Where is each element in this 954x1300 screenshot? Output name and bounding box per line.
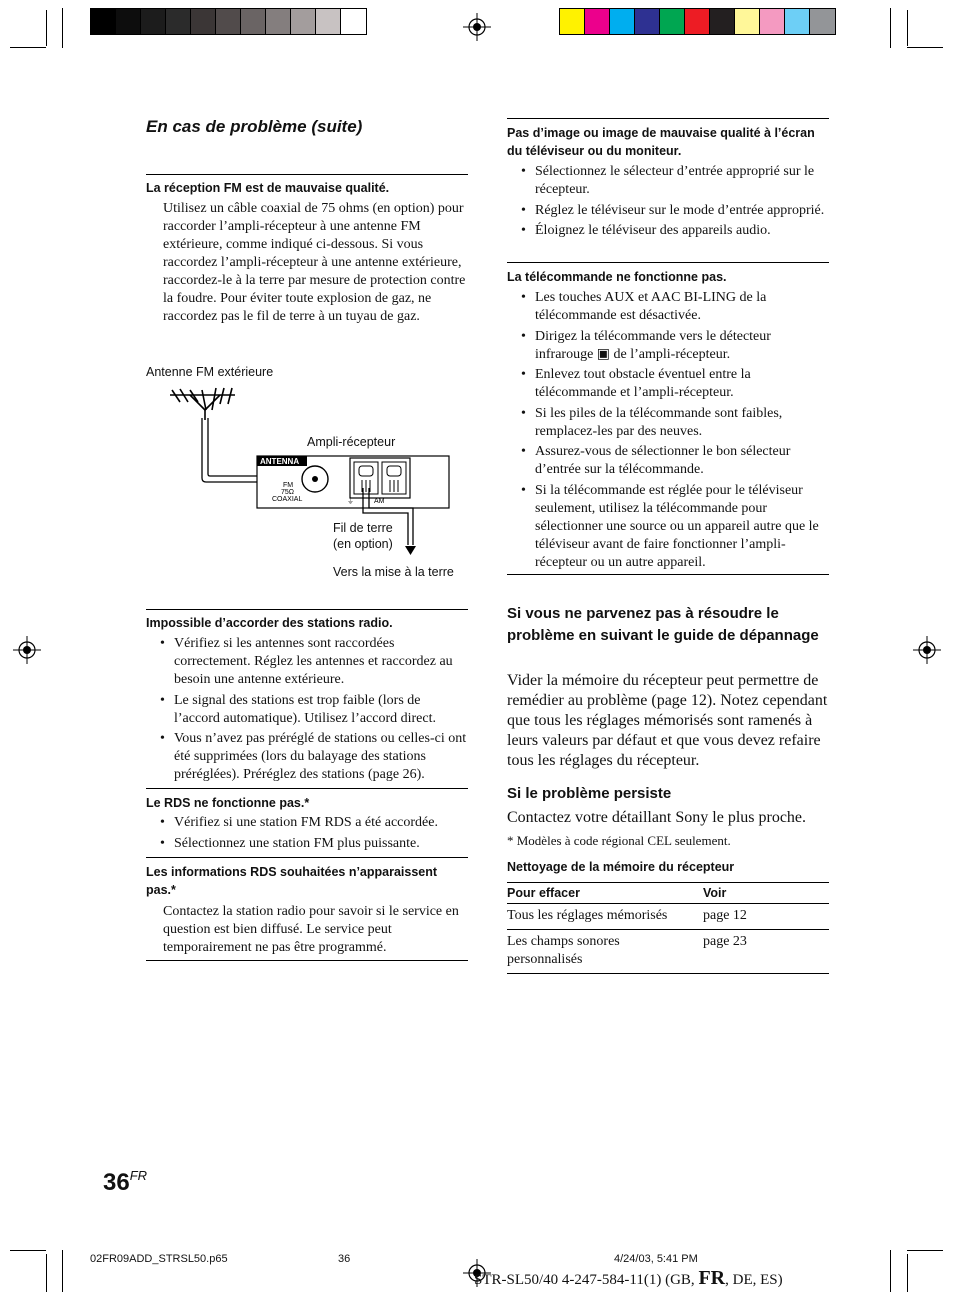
section-rule	[146, 857, 468, 858]
page-number-suffix: FR	[129, 1168, 148, 1183]
calibration-swatch	[610, 9, 635, 34]
section-rule	[507, 574, 829, 575]
crop-mark	[907, 47, 943, 48]
unresolved-section-title: Si vous ne parvenez pas à résoudre le problème en suivant le guide de dépannage	[507, 605, 819, 644]
table-cell: page 23	[703, 930, 829, 974]
amplifier-label: Ampli-récepteur	[307, 435, 396, 449]
crop-mark	[46, 1254, 47, 1292]
table-cell: Tous les réglages mémorisés	[507, 904, 703, 930]
footer-filename: 02FR09ADD_STRSL50.p65	[90, 1253, 228, 1265]
section-rule	[146, 788, 468, 789]
crop-mark	[10, 47, 46, 48]
calibration-swatch	[91, 9, 116, 34]
footer-model-bold: FR	[698, 1267, 726, 1289]
table-row	[507, 904, 829, 930]
memory-table-title: Nettoyage de la mémoire du récepteur	[507, 860, 735, 874]
calibration-swatch	[660, 9, 685, 34]
gray-calibration-bars	[90, 8, 367, 35]
crop-mark	[890, 1250, 891, 1292]
calibration-swatch	[560, 9, 585, 34]
table-header-row	[507, 883, 829, 904]
crop-mark	[10, 1250, 46, 1251]
persist-section-title: Si le problème persiste	[507, 785, 672, 802]
rds-info-section-body: Contactez la station radio pour savoir si le service en question est bien diffusé. Le service peut temporairement ne pas être programmé.	[163, 904, 459, 955]
page-header-title: En cas de problème (suite)	[146, 117, 363, 136]
calibration-swatch	[116, 9, 141, 34]
page-number	[103, 1168, 147, 1197]
panel-ohm-text: 75Ω	[281, 489, 295, 496]
rds-list	[146, 814, 468, 855]
crop-mark	[907, 1250, 943, 1251]
antenna-icon	[170, 388, 235, 420]
antenna-label: Antenne FM extérieure	[146, 365, 274, 379]
calibration-swatch	[810, 9, 835, 34]
calibration-swatch	[735, 9, 760, 34]
list-item: • Vous n’avez pas préréglé de stations ou celles-ci ont été supprimées (lors du balayage des stations préréglées). Préréglez des stations (page 26).	[146, 730, 468, 784]
list-item: • Les touches AUX et AAC BI-LING de la télécommande est désactivée.	[507, 289, 829, 325]
section-rule	[146, 174, 468, 175]
table-cell: Les champs sonores personnalisés	[507, 930, 703, 974]
list-item: • Sélectionnez le sélecteur d’entrée approprié sur le récepteur.	[507, 163, 829, 199]
calibration-swatch	[585, 9, 610, 34]
crop-mark	[62, 1250, 63, 1292]
panel-antenna-text: ANTENNA	[260, 457, 300, 466]
calibration-swatch	[266, 9, 291, 34]
calibration-swatch	[241, 9, 266, 34]
calibration-swatch	[760, 9, 785, 34]
calibration-swatch	[316, 9, 341, 34]
footer-page: 36	[338, 1253, 351, 1265]
list-item: • Assurez-vous de sélectionner le bon sélecteur d’entrée sur la télécommande.	[507, 443, 829, 479]
calibration-swatch	[216, 9, 241, 34]
svg-text:⏚: ⏚	[347, 498, 354, 505]
calibration-swatch	[685, 9, 710, 34]
antenna-connection-diagram	[150, 380, 460, 565]
footnote: * Modèles à code régional CEL seulement.	[507, 833, 731, 848]
section-rule	[507, 262, 829, 263]
calibration-swatch	[291, 9, 316, 34]
crop-mark	[46, 10, 47, 46]
rds-section-title: Le RDS ne fonctionne pas.*	[146, 796, 310, 810]
rds-info-section-title: Les informations RDS souhaitées n’apparaissent pas.*	[146, 865, 438, 897]
panel-fm-text: FM	[283, 482, 294, 489]
earth-label: Vers la mise à la terre	[333, 565, 454, 579]
list-item: • Vérifiez si les antennes sont raccordées correctement. Réglez les antennes et raccordez au besoin une antenne extérieure.	[146, 635, 468, 689]
footer-date: 4/24/03, 5:41 PM	[614, 1253, 698, 1265]
list-item: • Éloignez le téléviseur des appareils audio.	[507, 222, 829, 240]
table-header-cell: Pour effacer	[507, 883, 703, 904]
tuning-list	[146, 635, 468, 787]
image-section-title: Pas d’image ou image de mauvaise qualité à l’écran du téléviseur ou du moniteur.	[507, 126, 815, 158]
fm-section-title: La réception FM est de mauvaise qualité.	[146, 181, 390, 195]
list-item: • Enlevez tout obstacle éventuel entre la télécommande et l’ampli-récepteur.	[507, 366, 829, 402]
table-row	[507, 930, 829, 974]
list-item: • Dirigez la télécommande vers le détecteur infrarouge ▣ de l’ampli-récepteur.	[507, 328, 829, 364]
ground-wire-label-line2: (en option)	[333, 537, 393, 551]
crop-mark	[907, 1254, 908, 1292]
calibration-swatch	[785, 9, 810, 34]
list-item: • Le signal des stations est trop faible (lors de l’accord automatique). Utilisez l’accord direct.	[146, 692, 468, 728]
memory-table	[507, 882, 829, 974]
table-cell: page 12	[703, 904, 829, 930]
remote-section-title: La télécommande ne fonctionne pas.	[507, 270, 727, 284]
page-number-value: 36	[103, 1169, 130, 1196]
list-item: • Réglez le téléviseur sur le mode d’entrée approprié.	[507, 202, 829, 220]
persist-section-body: Contactez votre détaillant Sony le plus proche.	[507, 809, 807, 826]
calibration-swatch	[341, 9, 366, 34]
remote-list	[507, 289, 829, 574]
calibration-swatch	[710, 9, 735, 34]
registration-mark-icon	[13, 636, 41, 664]
list-item: • Vérifiez si une station FM RDS a été accordée.	[146, 814, 468, 832]
list-item: • Sélectionnez une station FM plus puissante.	[146, 835, 468, 853]
registration-mark-icon	[913, 636, 941, 664]
crop-mark	[907, 10, 908, 46]
ground-wire-label-line1: Fil de terre	[333, 521, 393, 535]
section-rule	[146, 609, 468, 610]
image-list	[507, 163, 829, 243]
footer-model-suffix: , DE, ES)	[725, 1272, 783, 1288]
panel-am-text: AM	[374, 498, 385, 505]
table-header-cell: Voir	[703, 883, 829, 904]
calibration-swatch	[166, 9, 191, 34]
crop-mark	[890, 8, 891, 48]
tuning-section-title: Impossible d’accorder des stations radio.	[146, 616, 393, 630]
list-item: • Si la télécommande est réglée pour le téléviseur seulement, utilisez la télécommande pour sélectionner une source ou un appareil autre que le téléviseur avant de faire fonctionner l’ampli-récepteur ou un autre appareil.	[507, 482, 829, 572]
list-item: • Si les piles de la télécommande sont faibles, remplacez-les par des neuves.	[507, 405, 829, 441]
calibration-swatch	[141, 9, 166, 34]
footer-model-prefix: STR-SL50/40 4-247-584-11(1) (GB,	[474, 1272, 695, 1288]
color-calibration-bars	[559, 8, 836, 35]
section-rule	[146, 960, 468, 961]
footer-model	[474, 1267, 783, 1290]
registration-mark-icon	[463, 13, 491, 41]
section-rule	[507, 118, 829, 119]
crop-mark	[62, 8, 63, 48]
unresolved-section-body: Vider la mémoire du récepteur peut permettre de remédier au problème (page 12). Notez cependant que tous les réglages mémorisés sont ramenés à leurs valeurs par défaut et que vous devez refaire tous les réglages du récepteur.	[507, 672, 828, 769]
calibration-swatch	[635, 9, 660, 34]
panel-coaxial-text: COAXIAL	[272, 496, 303, 503]
calibration-swatch	[191, 9, 216, 34]
fm-section-body: Utilisez un câble coaxial de 75 ohms (en option) pour raccorder l’ampli-récepteur à une antenne FM extérieure, comme indiqué ci-dessous. Si vous raccordez l’ampli-récepteur à une antenne extérieure, raccordez-le à la terre par mesure de protection contre la foudre. Pour éviter toute explosion de gaz, ne raccordez pas le fil de terre à un tuyau de gaz.	[163, 201, 466, 324]
